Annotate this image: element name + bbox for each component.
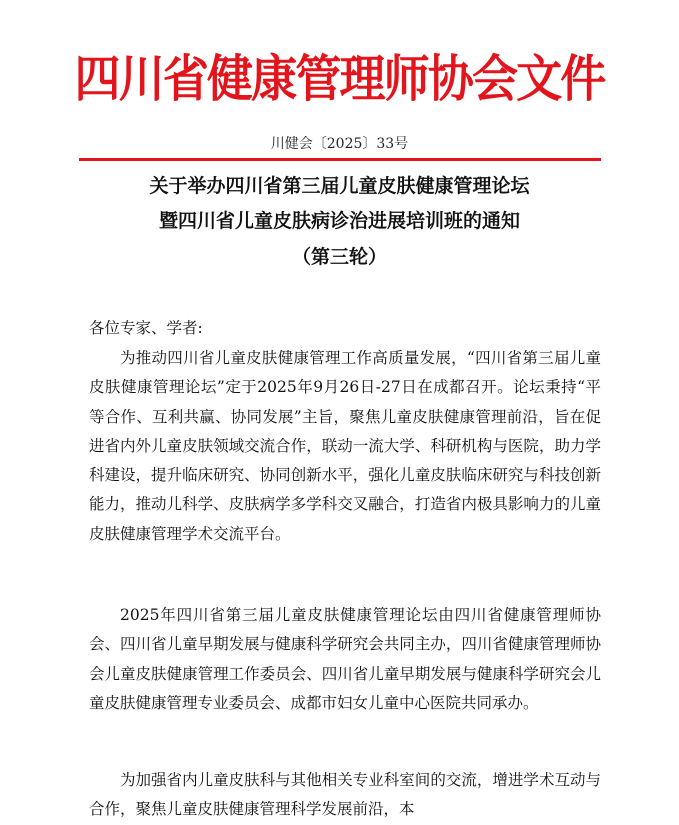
body-paragraph-2: 2025年四川省第三届儿童皮肤健康管理论坛由四川省健康管理师协会、四川省儿童早期发展与健康科学研究会共同主办，四川省健康管理师协会儿童皮肤健康管理工作委员会、四川省儿童早期发展与健康科学研究会儿童皮肤健康管理专业委员会、成都市妇女儿童中心医院共同承办。 [89, 606, 601, 712]
red-divider-line [79, 158, 601, 161]
notice-title-line-2: 暨四川省儿童皮肤病诊治进展培训班的通知 [158, 210, 520, 232]
notice-title-line-3: （第三轮） [291, 246, 387, 268]
body-paragraph-3: 为加强省内儿童皮肤科与其他相关专业科室间的交流，增进学术互动与合作，聚焦儿童皮肤健康管理科学发展前沿，本 [89, 771, 601, 819]
salutation: 各位专家、学者: [89, 319, 203, 337]
body-paragraph-1: 为推动四川省儿童皮肤健康管理工作高质量发展，“四川省第三届儿童皮肤健康管理论坛”定于2025年9月26日-27日在成都召开。论坛秉持“平等合作、互利共赢、协同发展”主旨，聚焦儿童皮肤健康管理前沿，旨在促进省内外儿童皮肤领域交流合作，联动一流大学、科研机构与医院，助力学科建设，提升临床研究、协同创新水平，强化儿童皮肤临床研究与科技创新能力，推动儿科学、皮肤病学多学科交叉融合，打造省内极具影响力的儿童皮肤健康管理学术交流平台。 [89, 349, 601, 543]
notice-title-line-1: 关于举办四川省第三届儿童皮肤健康管理论坛 [149, 175, 530, 197]
org-letterhead-title: 四川省健康管理师协会文件 [74, 50, 605, 108]
document-number: 川健会〔2025〕33号 [270, 136, 409, 152]
